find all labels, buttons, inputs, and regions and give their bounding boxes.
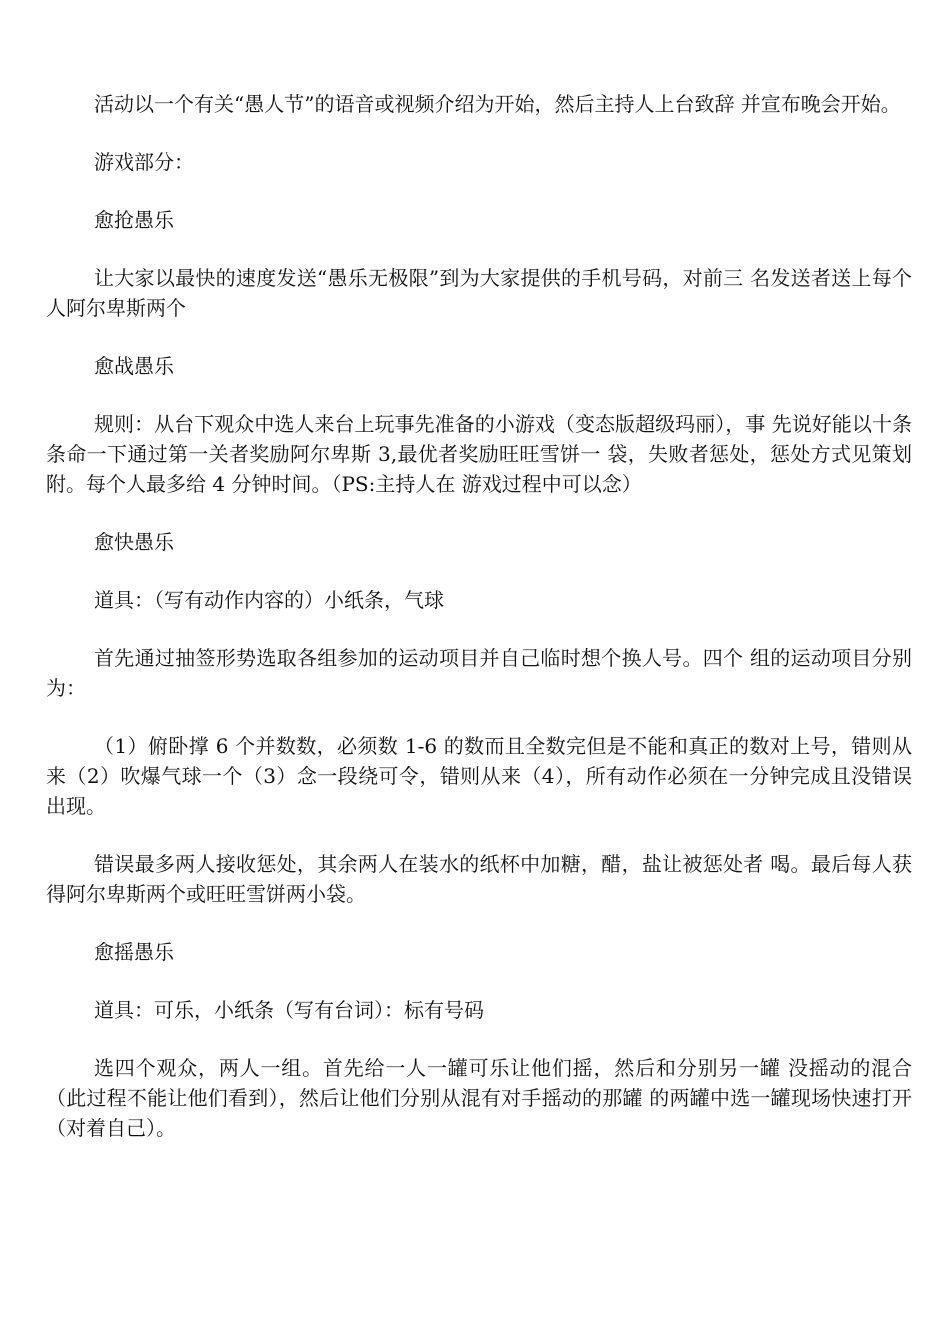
game-desc-1: 让大家以最快的速度发送“愚乐无极限”到为大家提供的手机号码，对前三 名发送者送上每个人阿尔卑斯两个 <box>46 266 912 320</box>
paragraph-intro: 活动以一个有关“愚人节”的语音或视频介绍为开始，然后主持人上台致辞 并宣布晚会开始。 <box>94 92 901 116</box>
game-title-3: 愈快愚乐 <box>94 530 174 554</box>
game-rules-2: 规则：从台下观众中选人来台上玩事先准备的小游戏（变态版超级玛丽），事 先说好能以十条条命一下通过第一关者奖励阿尔卑斯 3,最优者奖励旺旺雪饼一 袋，失败者惩处，惩处方式见策划附。每个人最多给 4 分钟时间。（PS:主持人在 游戏过程中可以念） <box>46 412 912 496</box>
game-title-2: 愈战愚乐 <box>94 354 174 378</box>
section-heading-games: 游戏部分： <box>94 150 194 174</box>
game-desc-4: 选四个观众，两人一组。首先给一人一罐可乐让他们摇，然后和分别另一罐 没摇动的混合（此过程不能让他们看到），然后让他们分别从混有对手摇动的那罐 的两罐中选一罐现场快速打开（对着自己）。 <box>46 1056 912 1140</box>
game-title-1: 愈抢愚乐 <box>94 208 174 232</box>
document-page <box>46 89 912 1171</box>
game-penalty-3: 错误最多两人接收惩处，其余两人在装水的纸杯中加糖，醋，盐让被惩处者 喝。最后每人获得阿尔卑斯两个或旺旺雪饼两小袋。 <box>46 852 912 906</box>
game-items-3: （1）俯卧撑 6 个并数数，必须数 1-6 的数而且全数完但是不能和真正的数对上号，错则从来（2）吹爆气球一个（3）念一段绕可令，错则从来（4），所有动作必须在一分钟完成且没错误出现。 <box>46 734 912 818</box>
game-props-4: 道具：可乐，小纸条（写有台词）：标有号码 <box>94 998 484 1022</box>
game-props-3: 道具：（写有动作内容的）小纸条，气球 <box>94 588 444 612</box>
game-desc-3: 首先通过抽签形势选取各组参加的运动项目并自己临时想个换人号。四个 组的运动项目分别为： <box>46 646 912 700</box>
game-title-4: 愈摇愚乐 <box>94 940 174 964</box>
